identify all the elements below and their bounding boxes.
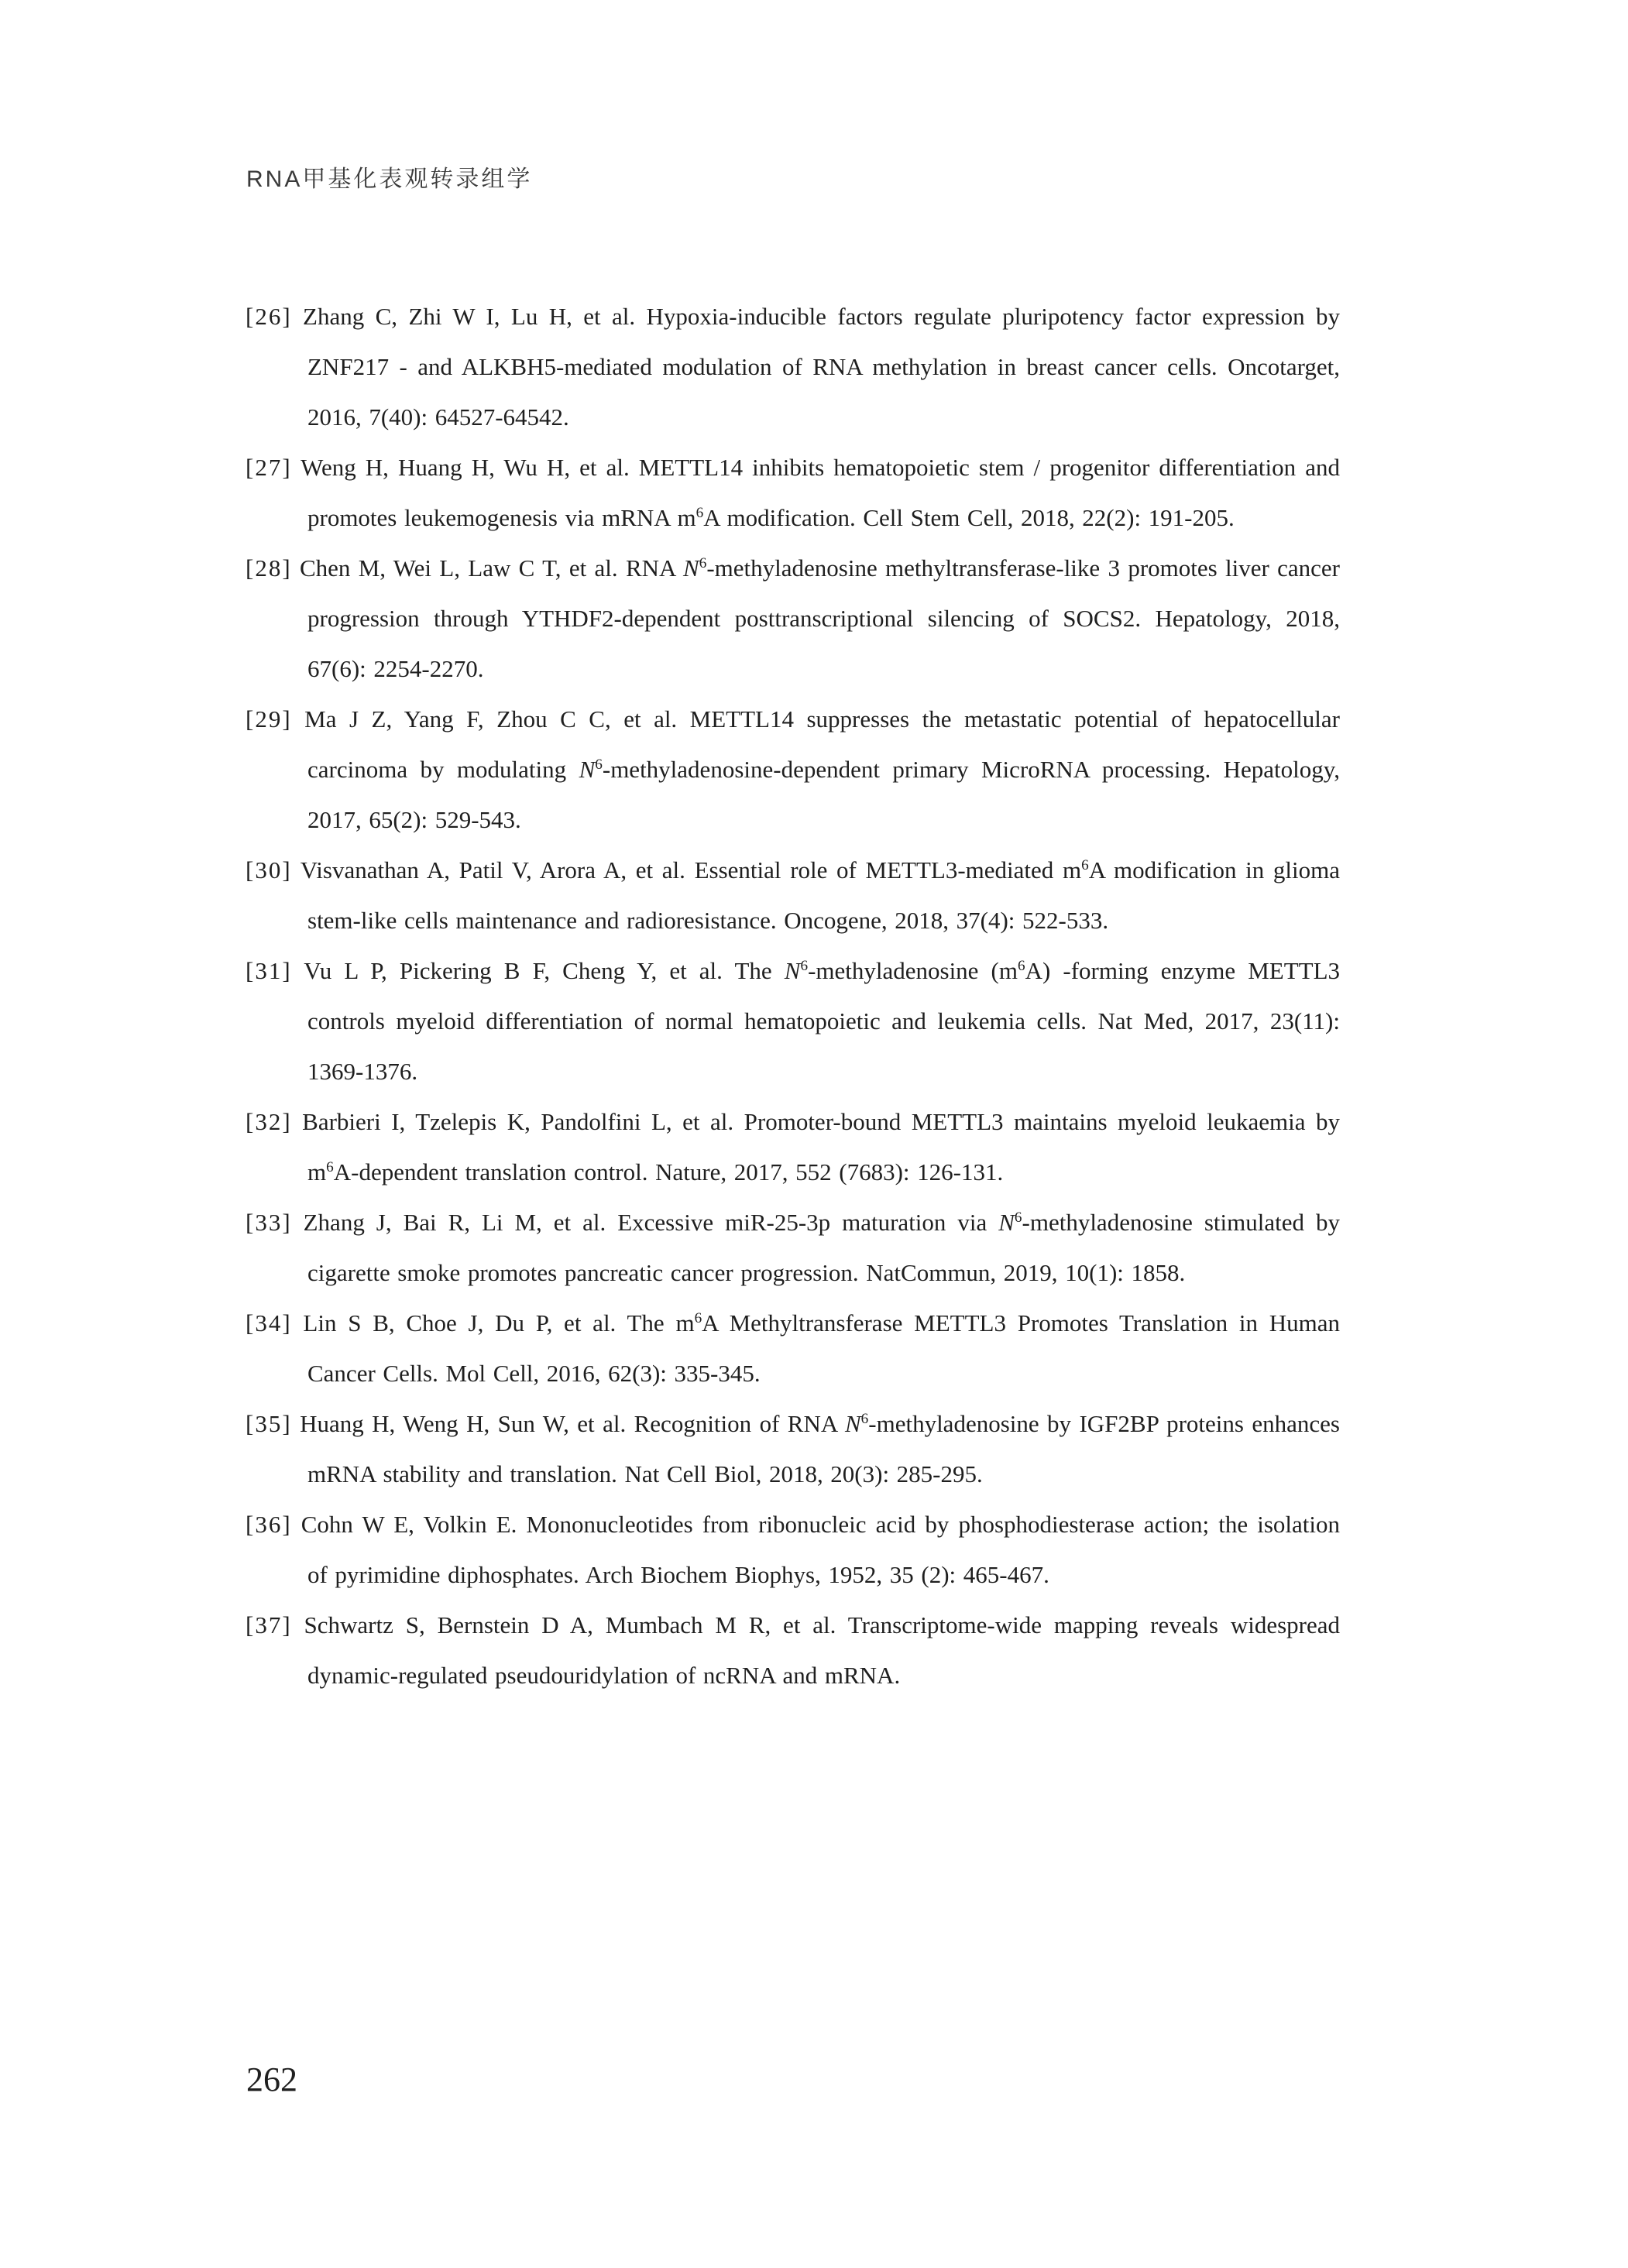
reference-label: [35]	[246, 1410, 292, 1437]
page-number: 262	[246, 2060, 297, 2098]
reference-text-segment: N	[683, 554, 699, 582]
reference-text-segment: A modification in glioma stem-like cells maintenance and radioresistance. Oncogene, 2018, 37(4): 522-533.	[307, 856, 1341, 934]
reference-text-segment: 6	[860, 1411, 869, 1428]
reference-item	[246, 1197, 1340, 1298]
reference-text-segment: Lin S B, Choe J, Du P, et al. The m	[303, 1309, 695, 1336]
reference-label: [26]	[246, 303, 292, 330]
reference-label: [34]	[246, 1309, 292, 1336]
reference-text-segment: 6	[595, 757, 603, 774]
reference-item	[246, 1499, 1340, 1600]
reference-text-segment: Visvanathan A, Patil V, Arora A, et al. Essential role of METTL3-mediated m	[300, 856, 1082, 884]
reference-text-segment: Barbieri I, Tzelepis K, Pandolfini L, et al. Promoter-bound METTL3 maintains myeloid leukaemia by m	[302, 1108, 1340, 1185]
reference-text-segment: -methyladenosine methyltransferase-like 3 promotes liver cancer progression through YTHDF2-dependent posttranscriptional silencing of SOCS2. Hepatology, 2018, 67(6): 2254-2270.	[307, 554, 1340, 682]
reference-text-segment: Cohn W E, Volkin E. Mononucleotides from ribonucleic acid by phosphodiesterase action; the isolation of pyrimidine diphosphates. Arch Biochem Biophys, 1952, 35 (2): 465-467.	[301, 1511, 1340, 1588]
reference-item	[246, 442, 1340, 543]
reference-item	[246, 945, 1340, 1096]
reference-text-segment: 6	[800, 958, 809, 975]
reference-text-segment: Zhang J, Bai R, Li M, et al. Excessive miR-25-3p maturation via	[303, 1209, 999, 1236]
reference-text-segment: A) -forming enzyme METTL3 controls myeloid differentiation of normal hematopoietic and leukemia cells. Nat Med, 2017, 23(11): 1369-1376.	[307, 957, 1341, 1085]
reference-text-segment: 6	[1014, 1209, 1022, 1227]
reference-text-segment: A-dependent translation control. Nature, 2017, 552 (7683): 126-131.	[333, 1158, 1004, 1185]
reference-item	[246, 291, 1340, 442]
reference-text-segment: -methyladenosine stimulated by cigarette smoke promotes pancreatic cancer progression. NatCommun, 2019, 10(1): 1858.	[307, 1209, 1340, 1286]
reference-text-segment: Zhang C, Zhi W I, Lu H, et al. Hypoxia-inducible factors regulate pluripotency factor expression by ZNF217 - and ALKBH5-mediated modulation of RNA methylation in breast cancer cells. Oncotarget, 2016, 7(40): 64527-64542.	[303, 303, 1340, 431]
reference-text-segment: A modification. Cell Stem Cell, 2018, 22(2): 191-205.	[703, 504, 1235, 531]
reference-text-segment: 6	[694, 1310, 702, 1327]
reference-text-segment: 6	[699, 555, 707, 572]
running-header: RNA甲基化表观转录组学	[246, 166, 533, 192]
reference-label: [32]	[246, 1108, 292, 1135]
reference-text-segment: 6	[1017, 958, 1025, 975]
reference-label: [27]	[246, 454, 292, 481]
reference-text-segment: Chen M, Wei L, Law C T, et al. RNA	[299, 554, 684, 582]
reference-label: [29]	[246, 705, 292, 733]
reference-text-segment: N	[784, 957, 801, 984]
reference-text-segment: 6	[696, 505, 704, 522]
reference-label: [33]	[246, 1209, 292, 1236]
reference-text-segment: Huang H, Weng H, Sun W, et al. Recognition of RNA	[300, 1410, 845, 1437]
reference-text-segment: -methyladenosine-dependent primary MicroRNA processing. Hepatology, 2017, 65(2): 529-543.	[307, 756, 1340, 833]
reference-item	[246, 1398, 1340, 1499]
reference-item	[246, 543, 1340, 694]
reference-text-segment: -methyladenosine (m	[808, 957, 1018, 984]
reference-label: [36]	[246, 1511, 292, 1538]
reference-item	[246, 1600, 1340, 1700]
reference-item	[246, 1096, 1340, 1197]
reference-text-segment: Weng H, Huang H, Wu H, et al. METTL14 inhibits hematopoietic stem / progenitor differentiation and promotes leukemogenesis via mRNA m	[301, 454, 1340, 531]
reference-label: [30]	[246, 856, 292, 884]
reference-text-segment: Schwartz S, Bernstein D A, Mumbach M R, et al. Transcriptome-wide mapping reveals widespread dynamic-regulated pseudouridylation of ncRNA and mRNA.	[304, 1611, 1340, 1689]
reference-text-segment: Ma J Z, Yang F, Zhou C C, et al. METTL14 suppresses the metastatic potential of hepatocellular carcinoma by modulating	[304, 705, 1340, 783]
reference-item	[246, 694, 1340, 845]
reference-label: [37]	[246, 1611, 292, 1638]
reference-item	[246, 1298, 1340, 1398]
reference-label: [28]	[246, 554, 292, 582]
reference-text-segment: 6	[326, 1159, 334, 1176]
reference-text-segment: N	[579, 756, 596, 783]
reference-text-segment: -methyladenosine by IGF2BP proteins enhances mRNA stability and translation. Nat Cell Biol, 2018, 20(3): 285-295.	[307, 1410, 1340, 1487]
reference-text-segment: N	[998, 1209, 1015, 1236]
reference-text-segment: Vu L P, Pickering B F, Cheng Y, et al. The	[304, 957, 785, 984]
reference-list	[246, 291, 1340, 1700]
reference-label: [31]	[246, 957, 292, 984]
reference-text-segment: A Methyltransferase METTL3 Promotes Translation in Human Cancer Cells. Mol Cell, 2016, 62(3): 335-345.	[307, 1309, 1340, 1387]
reference-text-segment: 6	[1081, 857, 1089, 874]
reference-item	[246, 845, 1340, 945]
reference-text-segment: N	[844, 1410, 861, 1437]
